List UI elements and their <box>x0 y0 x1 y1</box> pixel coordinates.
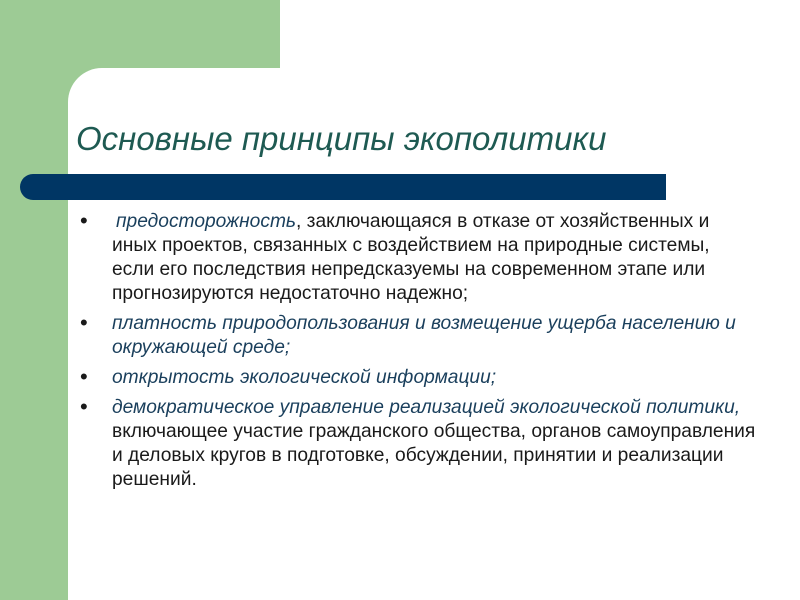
bullet-icon: • <box>80 364 88 389</box>
bullet-list <box>76 210 756 498</box>
bullet-emphasis: демократическое управление реализацией экологической политики, <box>112 397 741 418</box>
bullet-emphasis: платность природопользования и возмещение ущерба населению и окружающей среде; <box>112 313 736 358</box>
list-item <box>76 312 756 360</box>
bullet-emphasis: предосторожность <box>116 211 297 232</box>
bullet-icon: • <box>80 394 88 419</box>
slide-title: Основные принципы экополитики <box>76 120 607 157</box>
bullet-emphasis: открытость экологической информации; <box>112 367 497 388</box>
list-item <box>76 210 756 306</box>
bullet-text: , заключающаяся в отказе от хозяйственных и иных проектов, связанных с воздействием на природные системы, если его последствия непредсказуемы на современном этапе или прогнозируются недостаточно надежно; <box>112 211 710 304</box>
list-item <box>76 396 756 492</box>
bullet-icon: • <box>80 310 88 335</box>
list-item <box>76 366 756 390</box>
title-underline-bar <box>20 174 666 200</box>
bullet-icon: • <box>80 208 88 233</box>
bullet-text: включающее участие гражданского общества, органов самоуправления и деловых кругов в подготовке, обсуждении, принятии и реализации решений. <box>112 421 756 490</box>
